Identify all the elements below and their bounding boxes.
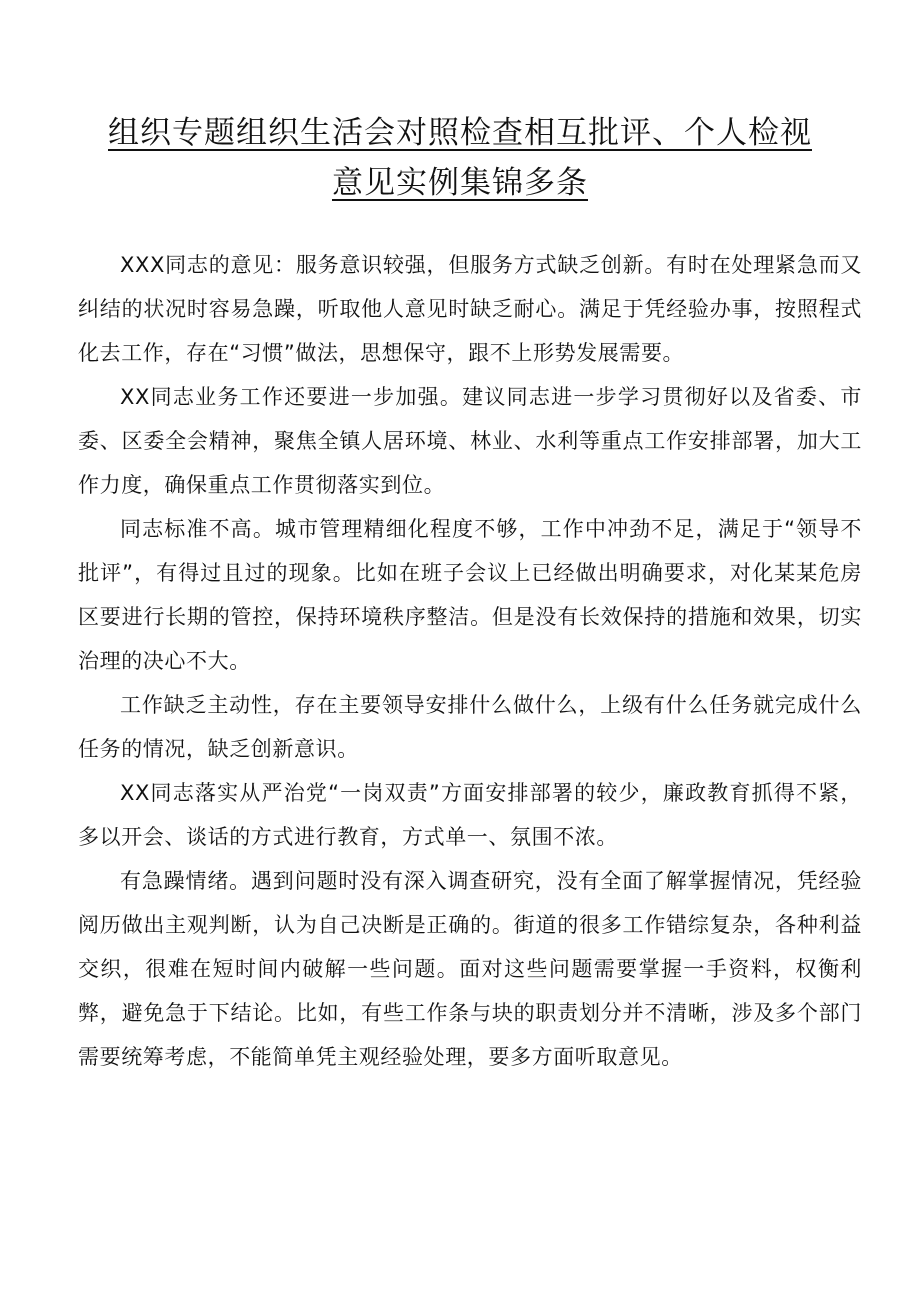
- paragraph: XX同志业务工作还要进一步加强。建议同志进一步学习贯彻好以及省委、市委、区委全会精神，聚焦全镇人居环境、林业、水利等重点工作安排部署，加大工作力度，确保重点工作贯彻落实到位。: [78, 385, 862, 497]
- paragraph: 有急躁情绪。遇到问题时没有深入调查研究，没有全面了解掌握情况，凭经验阅历做出主观判断，认为自己决断是正确的。街道的很多工作错综复杂，各种利益交织，很难在短时间内破解一些问题。面对这些问题需要掌握一手资料，权衡利弊，避免急于下结论。比如，有些工作条与块的职责划分并不清晰，涉及多个部门需要统筹考虑，不能简单凭主观经验处理，要多方面听取意见。: [78, 869, 862, 1069]
- document-title: [90, 108, 830, 208]
- paragraph: XX同志落实从严治党“一岗双责”方面安排部署的较少，廉政教育抓得不紧，多以开会、谈话的方式进行教育，方式单一、氛围不浓。: [78, 781, 862, 849]
- title-line-2: 意见实例集锦多条: [332, 165, 588, 201]
- document-body: [78, 243, 862, 1079]
- title-line-1: 组织专题组织生活会对照检查相互批评、个人检视: [108, 115, 812, 151]
- paragraph: XXX同志的意见：服务意识较强，但服务方式缺乏创新。有时在处理紧急而又纠结的状况时容易急躁，听取他人意见时缺乏耐心。满足于凭经验办事，按照程式化去工作，存在“习惯”做法，思想保守，跟不上形势发展需要。: [78, 253, 862, 365]
- paragraph: 同志标准不高。城市管理精细化程度不够，工作中冲劲不足，满足于“领导不批评”，有得过且过的现象。比如在班子会议上已经做出明确要求，对化某某危房区要进行长期的管控，保持环境秩序整洁。但是没有长效保持的措施和效果，切实治理的决心不大。: [78, 517, 862, 673]
- paragraph: 工作缺乏主动性，存在主要领导安排什么做什么，上级有什么任务就完成什么任务的情况，缺乏创新意识。: [78, 693, 862, 761]
